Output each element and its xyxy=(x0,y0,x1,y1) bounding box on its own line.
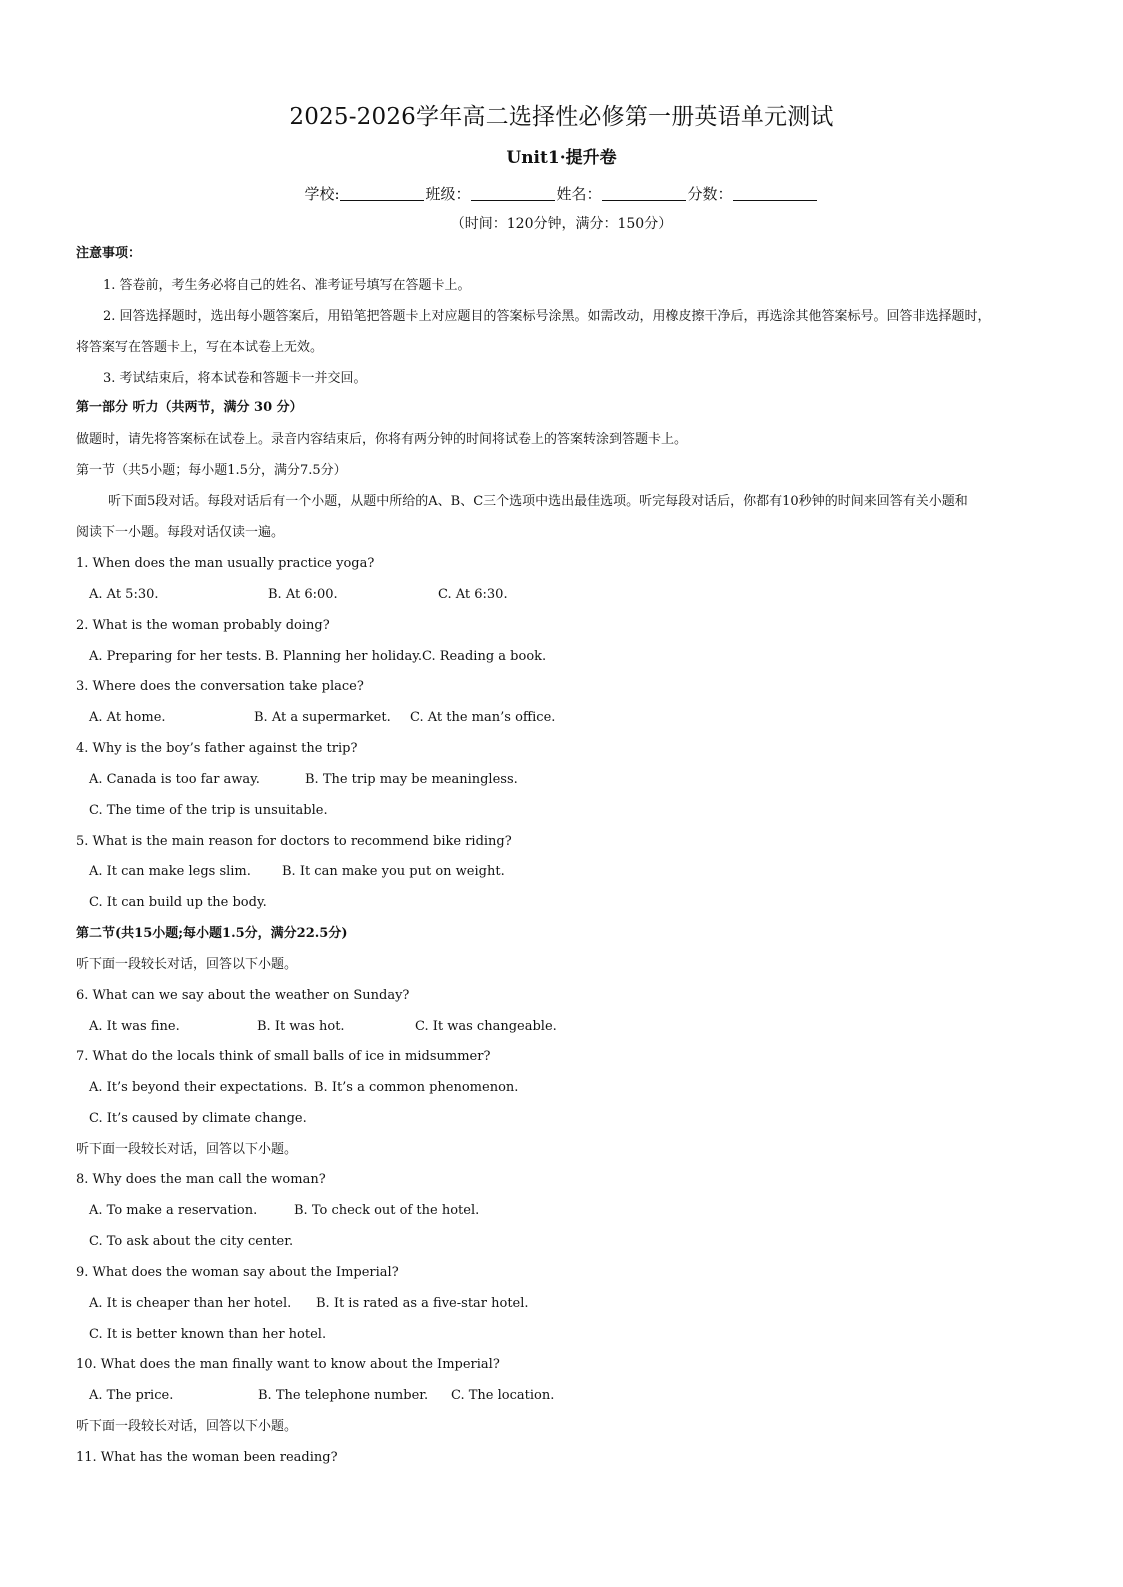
question-stem: 6. What can we say about the weather on Sunday? xyxy=(76,988,410,1003)
question-stem: 8. Why does the man call the woman? xyxy=(76,1172,326,1187)
name-blank[interactable] xyxy=(602,184,686,201)
name-label: 姓名： xyxy=(556,185,602,203)
time-info: （时间：120分钟，满分：150分） xyxy=(450,216,673,232)
option-a: A. At home. xyxy=(89,710,166,725)
option-c: C. It is better known than her hotel. xyxy=(89,1327,327,1342)
exam-title: 2025-2026学年高二选择性必修第一册英语单元测试 xyxy=(289,104,834,130)
question-stem: 9. What does the woman say about the Imperial? xyxy=(76,1265,399,1280)
long-dialogue-instruction: 听下面一段较长对话，回答以下小题。 xyxy=(76,1142,298,1157)
option-b: B. It’s a common phenomenon. xyxy=(314,1080,519,1095)
notes-heading: 注意事项： xyxy=(76,246,142,261)
option-c: C. It can build up the body. xyxy=(89,895,267,910)
option-c: C. Reading a book. xyxy=(422,649,547,664)
note-item: 3. 考试结束后，将本试卷和答题卡一并交回。 xyxy=(103,371,367,386)
question-stem: 3. Where does the conversation take place? xyxy=(76,679,364,694)
score-blank[interactable] xyxy=(733,184,817,201)
option-b: B. It is rated as a five-star hotel. xyxy=(316,1296,529,1311)
note-item: 将答案写在答题卡上，写在本试卷上无效。 xyxy=(76,340,324,355)
option-a: A. It’s beyond their expectations. xyxy=(89,1080,308,1095)
question-stem: 10. What does the man finally want to know about the Imperial? xyxy=(76,1357,500,1372)
option-b: B. It can make you put on weight. xyxy=(282,864,505,879)
part1-instruction: 做题时，请先将答案标在试卷上。录音内容结束后，你将有两分钟的时间将试卷上的答案转涂到答题卡上。 xyxy=(76,432,688,447)
section2-heading: 第二节(共15小题;每小题1.5分，满分22.5分) xyxy=(76,926,348,941)
option-b: B. Planning her holiday. xyxy=(265,649,422,664)
section1-heading: 第一节（共5小题；每小题1.5分，满分7.5分） xyxy=(76,463,347,478)
option-b: B. To check out of the hotel. xyxy=(294,1203,480,1218)
option-c: C. It was changeable. xyxy=(415,1019,557,1034)
part1-heading: 第一部分 听力（共两节，满分 30 分） xyxy=(76,400,303,415)
option-b: B. At a supermarket. xyxy=(254,710,391,725)
student-info-line xyxy=(0,182,1123,206)
long-dialogue-instruction: 听下面一段较长对话，回答以下小题。 xyxy=(76,957,298,972)
option-b: B. The trip may be meaningless. xyxy=(305,772,518,787)
note-item: 1. 答卷前，考生务必将自己的姓名、准考证号填写在答题卡上。 xyxy=(103,278,471,293)
section1-instruction: 听下面5段对话。每段对话后有一个小题，从题中所给的A、B、C三个选项中选出最佳选项。听完每段对话后，你都有10秒钟的时间来回答有关小题和 xyxy=(108,494,968,509)
option-b: B. The telephone number. xyxy=(258,1388,429,1403)
question-stem: 1. When does the man usually practice yoga? xyxy=(76,556,375,571)
option-c: C. At the man’s office. xyxy=(410,710,556,725)
option-b: B. It was hot. xyxy=(257,1019,345,1034)
option-b: B. At 6:00. xyxy=(268,587,338,602)
option-a: A. Preparing for her tests. xyxy=(89,649,262,664)
option-c: C. To ask about the city center. xyxy=(89,1234,294,1249)
option-c: C. The time of the trip is unsuitable. xyxy=(89,803,328,818)
option-c: C. The location. xyxy=(451,1388,555,1403)
score-label: 分数： xyxy=(687,185,733,203)
question-stem: 7. What do the locals think of small balls of ice in midsummer? xyxy=(76,1049,491,1064)
class-blank[interactable] xyxy=(471,184,555,201)
exam-subtitle: Unit1·提升卷 xyxy=(506,148,617,168)
option-a: A. It was fine. xyxy=(89,1019,180,1034)
school-blank[interactable] xyxy=(340,184,424,201)
option-c: C. It’s caused by climate change. xyxy=(89,1111,307,1126)
option-a: A. To make a reservation. xyxy=(89,1203,258,1218)
long-dialogue-instruction: 听下面一段较长对话，回答以下小题。 xyxy=(76,1419,298,1434)
question-stem: 4. Why is the boy’s father against the trip? xyxy=(76,741,358,756)
note-item: 2. 回答选择题时，选出每小题答案后，用铅笔把答题卡上对应题目的答案标号涂黑。如需改动，用橡皮擦干净后，再选涂其他答案标号。回答非选择题时， xyxy=(103,309,991,324)
question-stem: 11. What has the woman been reading? xyxy=(76,1450,338,1465)
school-label: 学校: xyxy=(304,185,340,203)
option-a: A. The price. xyxy=(89,1388,174,1403)
section1-instruction: 阅读下一小题。每段对话仅读一遍。 xyxy=(76,525,285,540)
option-a: A. At 5:30. xyxy=(89,587,159,602)
option-a: A. It is cheaper than her hotel. xyxy=(89,1296,292,1311)
option-c: C. At 6:30. xyxy=(438,587,508,602)
option-a: A. It can make legs slim. xyxy=(89,864,251,879)
question-stem: 5. What is the main reason for doctors to recommend bike riding? xyxy=(76,834,512,849)
question-stem: 2. What is the woman probably doing? xyxy=(76,618,330,633)
class-label: 班级： xyxy=(425,185,471,203)
option-a: A. Canada is too far away. xyxy=(89,772,260,787)
